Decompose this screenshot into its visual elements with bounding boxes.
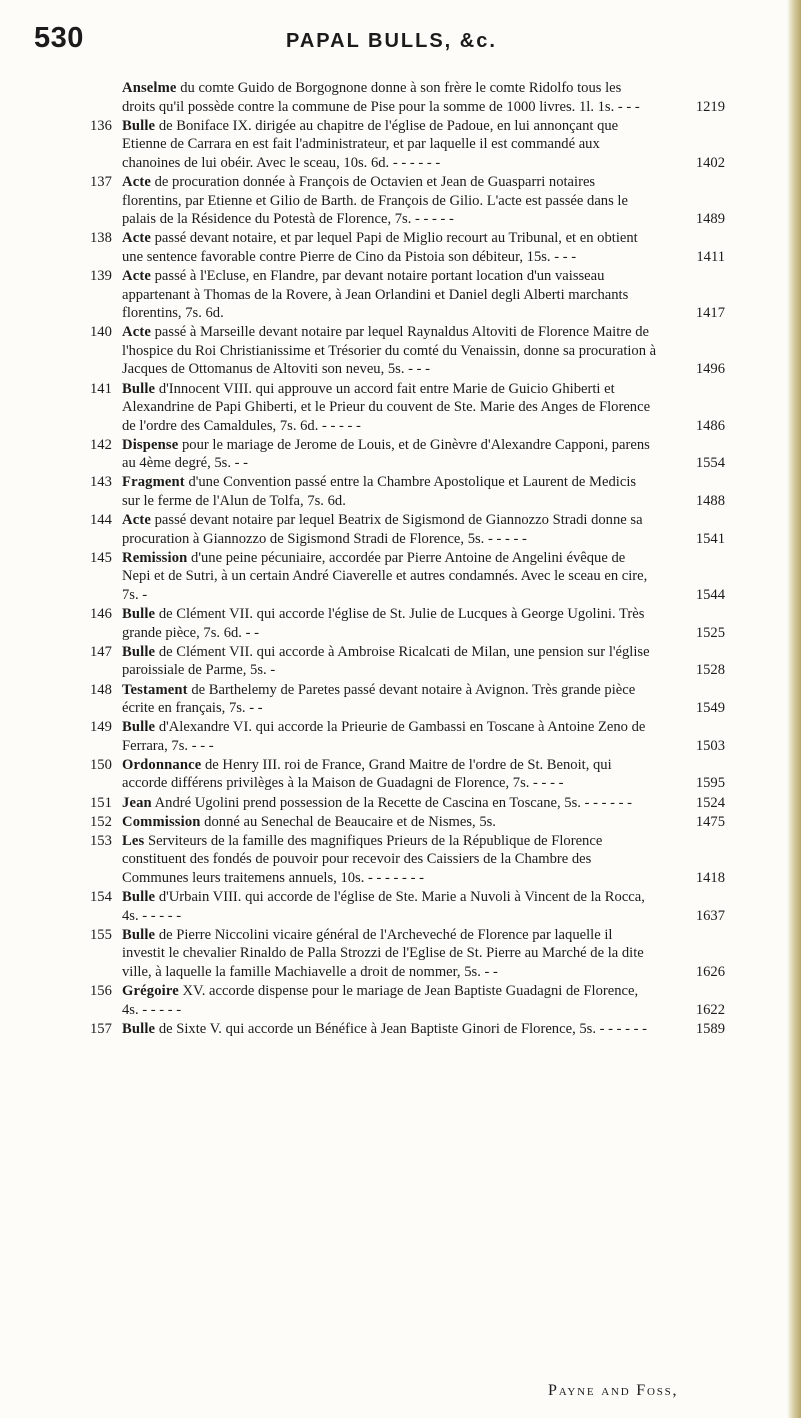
- entry-number: 148: [90, 681, 112, 698]
- catalogue-entry: [90, 794, 725, 813]
- catalogue-entry: [90, 473, 725, 510]
- entry-year: 1524: [695, 794, 725, 811]
- catalogue-entries: [90, 79, 725, 1038]
- entry-lead-word: Bulle: [122, 1020, 156, 1037]
- entry-description: [122, 718, 657, 755]
- entry-number: 155: [90, 926, 112, 943]
- entry-text: de Barthelemy de Paretes passé devant notaire à Avignon. Très grande pièce écrite en français, 7s. - -: [122, 681, 636, 717]
- entry-text: d'Innocent VIII. qui approuve un accord fait entre Marie de Guicio Ghiberti et Alexandrine de Papi Ghiberti, et le Prieur du couvent de Ste. Marie des Anges de Florence de l'ordre des Camaldules, 7s. 6d. - - - - -: [122, 380, 651, 434]
- entry-text: de Clément VII. qui accorde à Ambroise Ricalcati de Milan, une pension sur l'église paroissiale de Parme, 5s. -: [122, 643, 650, 679]
- entry-lead-word: Ordonnance: [122, 756, 202, 773]
- entry-description: [122, 229, 657, 266]
- entry-text: de Henry III. roi de France, Grand Maitre de l'ordre de St. Benoit, qui accorde différens privilèges à la Maison de Guadagni de Florence, 7s. - - - -: [122, 756, 612, 792]
- catalogue-entry: [90, 117, 725, 173]
- entry-year: 1528: [695, 662, 725, 679]
- page-header: [34, 20, 754, 60]
- entry-year: 1549: [695, 700, 725, 717]
- entry-description: [122, 323, 657, 379]
- entry-number: 140: [90, 324, 112, 341]
- entry-text: passé devant notaire, et par lequel Papi de Miglio recourt au Tribunal, et en obtient une sentence favorable contre Pierre de Cino da Pistoia son débiteur, 15s. - - -: [122, 230, 638, 265]
- entry-year: 1496: [695, 361, 725, 378]
- entry-number: 154: [90, 889, 112, 906]
- entry-text: d'Alexandre VI. qui accorde la Prieurie de Gambassi en Toscane à Antoine Zeno de Ferrara, 7s. - - -: [122, 719, 646, 754]
- entry-lead-word: Fragment: [122, 474, 185, 491]
- entry-description: [122, 813, 657, 832]
- catalogue-entry: [90, 380, 725, 436]
- entry-text: André Ugolini prend possession de la Recette de Cascina en Toscane, 5s. - - - - - -: [151, 794, 632, 811]
- entry-description: [122, 473, 657, 510]
- entry-year: 1219: [695, 98, 725, 115]
- entry-description: [122, 173, 657, 229]
- catalogue-entry: [90, 643, 725, 680]
- entry-year: 1525: [695, 624, 725, 641]
- entry-lead-word: Remission: [122, 549, 188, 566]
- catalogue-entry: [90, 888, 725, 925]
- entry-description: [122, 681, 657, 718]
- catalogue-entry: [90, 605, 725, 642]
- entry-number: 141: [90, 380, 112, 397]
- entry-number: 150: [90, 756, 112, 773]
- entry-number: 139: [90, 267, 112, 284]
- entry-description: [122, 643, 657, 680]
- catalogue-entry: [90, 79, 725, 116]
- entry-year: 1589: [695, 1020, 725, 1037]
- entry-description: [122, 1020, 657, 1039]
- catalogue-entry: [90, 173, 725, 229]
- catalogue-entry: [90, 756, 725, 793]
- entry-lead-word: Jean: [122, 794, 152, 811]
- entry-lead-word: Acte: [122, 267, 151, 284]
- entry-text: d'Urbain VIII. qui accorde de l'église de Ste. Marie a Nuvoli à Vincent de la Rocca, 4s. - - - - -: [122, 889, 645, 924]
- entry-number: 152: [90, 813, 112, 830]
- page-edge: [787, 0, 801, 1418]
- entry-lead-word: Bulle: [122, 643, 156, 660]
- entry-description: [122, 380, 657, 436]
- entry-number: 146: [90, 606, 112, 623]
- catalogue-entry: [90, 267, 725, 323]
- entry-lead-word: Les: [122, 832, 145, 849]
- running-title: PAPAL BULLS, &c.: [286, 30, 497, 52]
- entry-number: 151: [90, 794, 112, 811]
- entry-number: 138: [90, 230, 112, 247]
- entry-year: 1544: [695, 587, 725, 604]
- catalogue-entry: [90, 681, 725, 718]
- entry-number: 143: [90, 474, 112, 491]
- entry-year: 1541: [695, 530, 725, 547]
- entry-description: [122, 117, 657, 173]
- entry-description: [122, 982, 657, 1019]
- entry-lead-word: Acte: [122, 324, 151, 341]
- entry-lead-word: Acte: [122, 173, 151, 190]
- entry-description: [122, 549, 657, 605]
- entry-text: de Boniface IX. dirigée au chapitre de l'église de Padoue, en lui annonçant que Etienne de Carrara en est fait l'administrateur, et par laquelle il est commandé aux chanoines de lui obéir. Avec le sceau, 10s. 6d. - - - - - -: [122, 117, 619, 171]
- catalogue-entry: [90, 926, 725, 982]
- entry-text: Serviteurs de la famille des magnifiques Prieurs de la République de Florence constituent des fondés de pouvoir pour recevoir des Caissiers de la Chambre des Communes leurs traitemens annuels, 10s. - - - - - - -: [122, 832, 603, 886]
- entry-description: [122, 436, 657, 473]
- catalogue-entry: [90, 813, 725, 832]
- entry-lead-word: Anselme: [122, 80, 177, 96]
- entry-text: d'une peine pécuniaire, accordée par Pierre Antoine de Angelini évêque de Nepi et de Sutri, à un certain André Ciaverelle et autres condamnés. Avec le sceau en cire, 7s. -: [122, 549, 648, 604]
- entry-text: pour le mariage de Jerome de Louis, et de Ginèvre d'Alexandre Capponi, parens au 4ème degré, 5s. - -: [122, 436, 650, 472]
- catalogue-entry: [90, 511, 725, 548]
- entry-lead-word: Bulle: [122, 889, 156, 906]
- catalogue-entry: [90, 1020, 725, 1039]
- entry-year: 1595: [695, 775, 725, 792]
- entry-lead-word: Commission: [122, 813, 201, 830]
- entry-year: 1503: [695, 737, 725, 754]
- entry-description: [122, 888, 657, 925]
- entry-year: 1554: [695, 455, 725, 472]
- entry-number: 142: [90, 436, 112, 453]
- entry-text: XV. accorde dispense pour le mariage de Jean Baptiste Guadagni de Florence, 4s. - - - - -: [122, 983, 639, 1018]
- entry-year: 1637: [695, 907, 725, 924]
- entry-year: 1402: [695, 154, 725, 171]
- entry-year: 1418: [695, 869, 725, 886]
- entry-lead-word: Acte: [122, 512, 151, 529]
- entry-lead-word: Acte: [122, 230, 151, 247]
- entry-year: 1489: [695, 211, 725, 228]
- catalogue-entry: [90, 718, 725, 755]
- entry-text: de Clément VII. qui accorde l'église de St. Julie de Lucques à George Ugolini. Très grande pièce, 7s. 6d. - -: [122, 606, 645, 641]
- catalogue-entry: [90, 436, 725, 473]
- entry-description: [122, 605, 657, 642]
- entry-lead-word: Bulle: [122, 117, 156, 134]
- entry-text: de Sixte V. qui accorde un Bénéfice à Jean Baptiste Ginori de Florence, 5s. - - - - - -: [155, 1020, 648, 1037]
- entry-text: passé à Marseille devant notaire par lequel Raynaldus Altoviti de Florence Maitre de l'hospice du Roi Christianissime et Trésorier du comté du Venaissin, donne sa procuration à Jacques de Ottomanus de Altoviti son neveu, 5s. - - -: [122, 324, 657, 378]
- entry-description: [122, 79, 657, 116]
- entry-text: du comte Guido de Borgognone donne à son frère le comte Ridolfo tous les droits qu'il possède contre la commune de Pise pour la somme de 1000 livres. 1l. 1s. - - -: [122, 80, 640, 115]
- entry-lead-word: Bulle: [122, 926, 156, 943]
- entry-lead-word: Dispense: [122, 436, 179, 453]
- catalogue-entry: [90, 549, 725, 605]
- entry-lead-word: Testament: [122, 681, 188, 698]
- entry-text: d'une Convention passé entre la Chambre Apostolique et Laurent de Medicis sur le ferme de l'Alun de Tolfa, 7s. 6d.: [122, 474, 637, 510]
- entry-lead-word: Grégoire: [122, 983, 179, 999]
- entry-text: de procuration donnée à François de Octavien et Jean de Guasparri notaires florentins, par Etienne et Gilio de Barth. de François de Gilio. L'acte est passée dans le palais de la Résidence du Potestà de Florence, 7s. - - - - -: [122, 173, 628, 228]
- entry-year: 1622: [695, 1001, 725, 1018]
- catalogue-entry: [90, 323, 725, 379]
- entry-number: 147: [90, 643, 112, 660]
- entry-year: 1488: [695, 493, 725, 510]
- page-number: 530: [34, 22, 84, 54]
- entry-lead-word: Bulle: [122, 380, 156, 397]
- catalogue-entry: [90, 229, 725, 266]
- catalogue-entry: [90, 832, 725, 888]
- entry-year: 1475: [695, 813, 725, 830]
- entry-text: passé devant notaire par lequel Beatrix de Sigismond de Giannozzo Stradi donne sa procuration à Giannozzo de Sigismond Stradi de Florence, 5s. - - - - -: [122, 512, 643, 547]
- entry-number: 157: [90, 1020, 112, 1037]
- publisher-signature: Payne and Foss,: [548, 1382, 679, 1399]
- entry-year: 1486: [695, 417, 725, 434]
- entry-description: [122, 511, 657, 548]
- entry-number: 145: [90, 549, 112, 566]
- entry-text: donné au Senechal de Beaucaire et de Nismes, 5s.: [200, 813, 496, 830]
- entry-description: [122, 832, 657, 888]
- entry-number: 156: [90, 983, 112, 999]
- entry-text: passé à l'Ecluse, en Flandre, par devant notaire portant location d'un vaisseau appartenant à Thomas de la Rovere, à Jean Orlandini et Daniel degli Alberti marchants florentins, 7s. 6d.: [122, 267, 629, 322]
- entry-description: [122, 794, 657, 813]
- entry-number: 137: [90, 173, 112, 190]
- entry-lead-word: Bulle: [122, 719, 156, 736]
- entry-text: de Pierre Niccolini vicaire général de l'Archeveché de Florence par laquelle il investit le chevalier Rinaldo de Palla Strozzi de l'Eglise de St. Pierre au Marché de la dite ville, à laquelle la famille Machiavelle a droit de nommer, 5s. - -: [122, 926, 644, 980]
- entry-year: 1626: [695, 963, 725, 980]
- entry-number: 136: [90, 117, 112, 134]
- entry-year: 1411: [696, 248, 725, 265]
- entry-description: [122, 756, 657, 793]
- entry-year: 1417: [695, 305, 725, 322]
- entry-description: [122, 926, 657, 982]
- entry-number: 153: [90, 832, 112, 849]
- entry-lead-word: Bulle: [122, 606, 156, 623]
- catalogue-entry: [90, 982, 725, 1019]
- entry-number: 149: [90, 719, 112, 736]
- entry-number: 144: [90, 512, 112, 529]
- entry-description: [122, 267, 657, 323]
